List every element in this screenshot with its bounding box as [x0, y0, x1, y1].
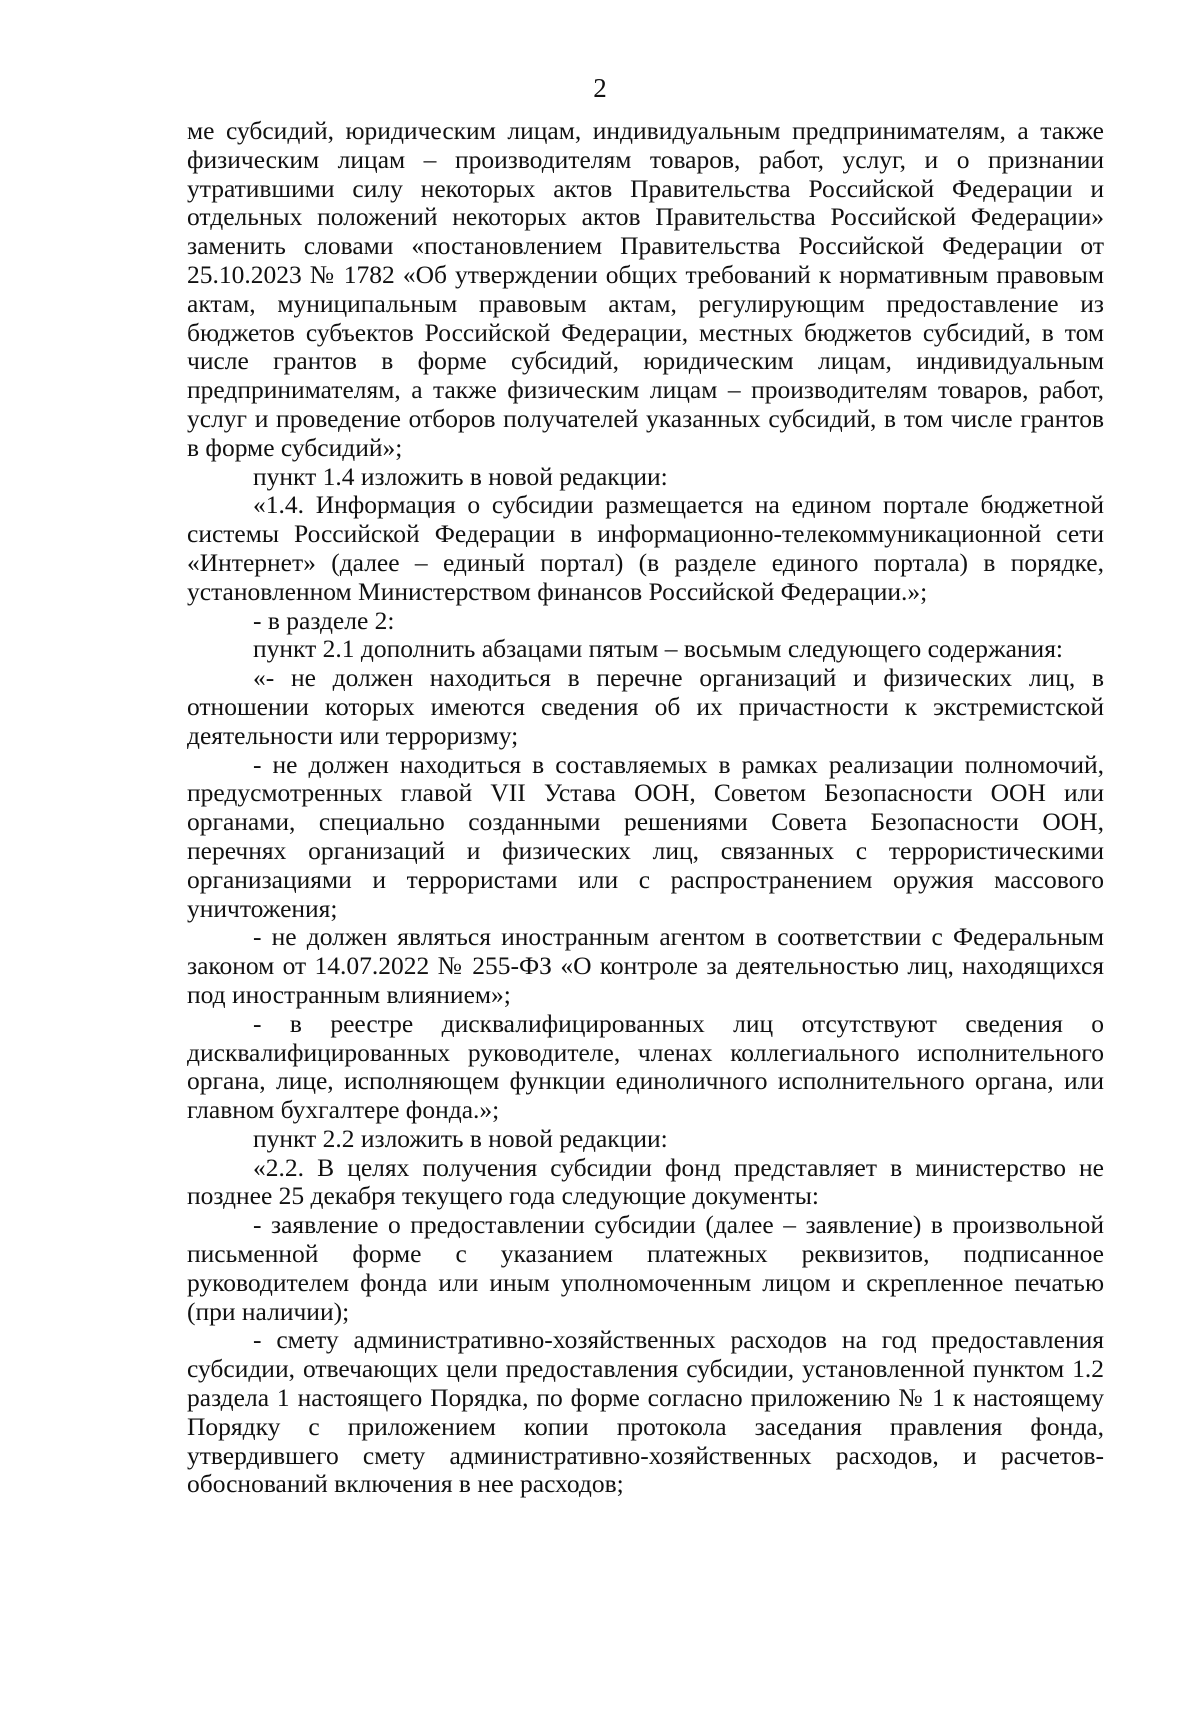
paragraph: - заявление о предоставлении субсидии (далее – заявление) в произвольной письменной форме с указанием платежных реквизитов, подписанное руководителем фонда или иным уполномоченным лицом и скрепленное печатью (при наличии);	[187, 1210, 1104, 1326]
paragraph: - не должен являться иностранным агентом в соответствии с Федеральным законом от 14.07.2022 № 255-ФЗ «О контроле за деятельностью лиц, находящихся под иностранным влиянием»;	[187, 922, 1104, 1009]
paragraph: - в реестре дисквалифицированных лиц отсутствуют сведения о дисквалифицированных руководителе, членах коллегиального исполнительного органа, лице, исполняющем функции единоличного исполнительного органа, или главном бухгалтере фонда.»;	[187, 1008, 1104, 1125]
paragraph: «1.4. Информация о субсидии размещается на едином портале бюджетной системы Российской Федерации в информационно-телекоммуникационной сети «Интернет» (далее – единый портал) (в разделе единого портала) в порядке, установленном Министерством финансов Российской Федерации.»;	[187, 490, 1104, 606]
document-body	[187, 117, 1104, 1499]
paragraph: пункт 2.1 дополнить абзацами пятым – восьмым следующего содержания:	[253, 634, 1064, 664]
paragraph: - не должен находиться в составляемых в рамках реализации полномочий, предусмотренных главой VII Устава ООН, Советом Безопасности ООН или органами, специально созданными решениями Совета Безопасности ООН, перечнях организаций и физических лиц, связанных с террористическими организациями и террористами или с распространением оружия массового уничтожения;	[187, 749, 1104, 923]
paragraph: - в разделе 2:	[253, 605, 395, 635]
paragraph: «2.2. В целях получения субсидии фонд представляет в министерство не позднее 25 декабря текущего года следующие документы:	[187, 1152, 1104, 1211]
paragraph: ме субсидий, юридическим лицам, индивидуальным предпринимателям, а также физическим лицам – производителям товаров, работ, услуг, и о признании утратившими силу некоторых актов Правительства Российской Федерации и отдельных положений некоторых актов Правительства Российской Федерации» заменить словами «постановлением Правительства Российской Федерации от 25.10.2023 № 1782 «Об утверждении общих требований к нормативным правовым актам, муниципальным правовым актам, регулирующим предоставление из бюджетов субъектов Российской Федерации, местных бюджетов субсидий, в том числе грантов в форме субсидий, юридическим лицам, индивидуальным предпринимателям, а также физическим лицам – производителям товаров, работ, услуг и проведение отборов получателей указанных субсидий, в том числе грантов в форме субсидий»;	[187, 116, 1104, 462]
paragraph: пункт 2.2 изложить в новой редакции:	[253, 1123, 668, 1153]
page-number: 2	[593, 73, 607, 103]
paragraph: - смету административно-хозяйственных расходов на год предоставления субсидии, отвечающих цели предоставления субсидии, установленной пунктом 1.2 раздела 1 настоящего Порядка, по форме согласно приложению № 1 к настоящему Порядку с приложением копии протокола заседания правления фонда, утвердившего смету административно-хозяйственных расходов, и расчетов-обоснований включения в нее расходов;	[187, 1325, 1104, 1499]
paragraph: пункт 1.4 изложить в новой редакции:	[253, 461, 668, 491]
paragraph: «- не должен находиться в перечне организаций и физических лиц, в отношении которых имеются сведения об их причастности к экстремистской деятельности или терроризму;	[187, 663, 1104, 750]
